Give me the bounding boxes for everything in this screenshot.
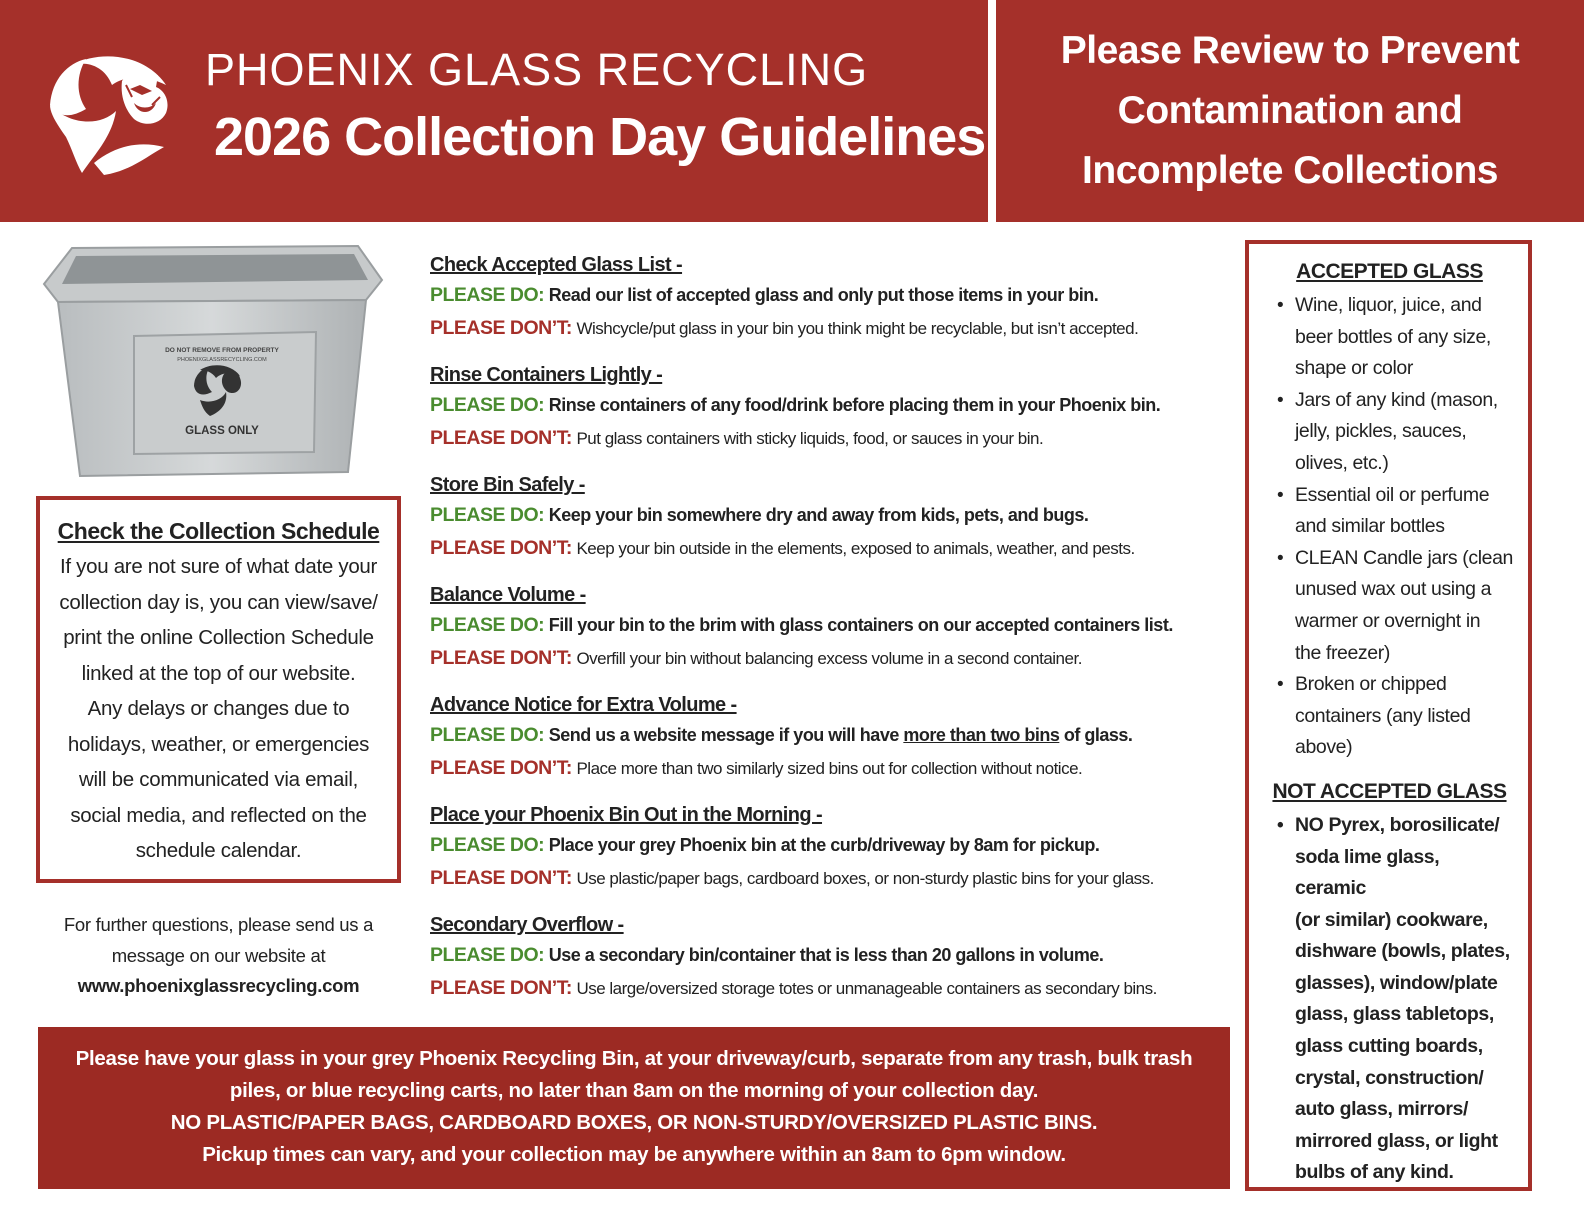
please-do-line — [430, 389, 1240, 422]
please-dont-line — [430, 752, 1240, 785]
please-do-label: PLEASE DO: — [430, 394, 545, 416]
collection-schedule-box — [36, 496, 401, 883]
accepted-glass-list — [1265, 290, 1514, 764]
schedule-description — [50, 549, 387, 869]
schedule-line: holidays, weather, or emergencies — [67, 732, 370, 756]
list-item-line: • Essential oil or perfume — [1295, 483, 1490, 506]
list-item-line: • Broken or chipped — [1295, 673, 1447, 696]
please-do-text: Use a secondary bin/container that is less than 20 gallons in volume. — [548, 945, 1104, 965]
accepted-glass-box — [1245, 240, 1532, 1191]
please-dont-label: PLEASE DON’T: — [430, 427, 572, 449]
bin-label-warning: DO NOT REMOVE FROM PROPERTY — [165, 347, 279, 354]
schedule-line: social media, and reflected on the — [70, 803, 367, 827]
please-do-text: Read our list of accepted glass and only put those items in your bin. — [548, 285, 1099, 305]
list-item-line: • CLEAN Candle jars (clean — [1295, 546, 1514, 569]
banner-line: piles, or blue recycling carts, no later than 8am on the morning of your collection day. — [229, 1079, 1039, 1102]
please-do-line — [430, 719, 1240, 752]
please-dont-text: Keep your bin outside in the elements, exposed to animals, weather, and pests. — [576, 539, 1135, 558]
contact-info — [36, 910, 401, 1002]
list-item-line: and similar bottles — [1295, 515, 1445, 538]
guideline-title: Rinse Containers Lightly - — [430, 364, 663, 386]
please-do-line — [430, 499, 1240, 532]
list-item-line: shape or color — [1295, 357, 1413, 380]
guideline-section — [430, 692, 1240, 802]
recycling-bin-image — [36, 240, 386, 480]
please-do-label: PLEASE DO: — [430, 944, 545, 966]
contact-line: message on our website at — [111, 944, 326, 966]
page-title: 2026 Collection Day Guidelines — [214, 107, 986, 167]
banner-line: Please have your glass in your grey Phoenix Recycling Bin, at your driveway/curb, separate from any trash, bulk trash — [75, 1047, 1193, 1070]
notice-line: Please Review to Prevent — [1060, 29, 1520, 72]
please-dont-line — [430, 312, 1240, 345]
please-dont-line — [430, 642, 1240, 675]
please-do-text: Keep your bin somewhere dry and away from kids, pets, and bugs. — [548, 505, 1089, 525]
review-notice — [996, 0, 1584, 222]
please-dont-label: PLEASE DON’T: — [430, 537, 572, 559]
pickup-requirements-banner — [38, 1027, 1230, 1189]
please-do-text: Place your grey Phoenix bin at the curb/driveway by 8am for pickup. — [548, 835, 1100, 855]
please-dont-label: PLEASE DON’T: — [430, 867, 572, 889]
guideline-title: Check Accepted Glass List - — [430, 254, 683, 276]
please-dont-line — [430, 862, 1240, 895]
banner-line: Pickup times can vary, and your collection may be anywhere within an 8am to 6pm window. — [202, 1143, 1066, 1166]
list-item-line: • Jars of any kind (mason, — [1295, 388, 1498, 411]
list-item-line: containers (any listed — [1295, 704, 1471, 727]
please-do-line — [430, 939, 1240, 972]
guideline-section — [430, 252, 1240, 362]
please-dont-line — [430, 422, 1240, 455]
guideline-section — [430, 582, 1240, 692]
please-dont-text: Overfill your bin without balancing excess volume in a second container. — [576, 649, 1082, 668]
schedule-line: will be communicated via email, — [79, 768, 358, 791]
list-item-line: glass cutting boards, — [1295, 1035, 1483, 1058]
please-do-label: PLEASE DO: — [430, 504, 545, 526]
schedule-line: Any delays or changes due to — [87, 697, 350, 720]
list-item-line: auto glass, mirrors/ — [1295, 1098, 1468, 1121]
please-dont-text: Use plastic/paper bags, cardboard boxes, or non-sturdy plastic bins for your glass. — [576, 869, 1154, 888]
guideline-section — [430, 472, 1240, 582]
header-banner — [0, 0, 988, 222]
guidelines-list — [430, 252, 1240, 1022]
please-dont-label: PLEASE DON’T: — [430, 757, 572, 779]
list-item-line: • Wine, liquor, juice, and — [1295, 294, 1482, 316]
please-do-label: PLEASE DO: — [430, 834, 545, 856]
notice-line: Contamination and — [1117, 89, 1463, 132]
list-item-line: glass, glass tabletops, — [1295, 1003, 1494, 1026]
please-dont-text: Place more than two similarly sized bins out for collection without notice. — [576, 759, 1083, 778]
schedule-title: Check the Collection Schedule — [57, 518, 380, 544]
please-do-line — [430, 829, 1240, 862]
list-item-line: jelly, pickles, sauces, — [1295, 420, 1467, 443]
list-item-line: warmer or overnight in — [1295, 609, 1481, 632]
guideline-title: Advance Notice for Extra Volume - — [430, 694, 737, 716]
schedule-line: If you are not sure of what date your — [59, 555, 378, 578]
list-item-line: bulbs of any kind. — [1295, 1161, 1454, 1184]
please-dont-text: Wishcycle/put glass in your bin you think might be recyclable, but isn’t accepted. — [576, 319, 1139, 338]
schedule-line: schedule calendar. — [135, 839, 302, 862]
please-do-text-start: Send us a website message if you will have — [548, 725, 904, 745]
list-item-line: glasses), window/plate — [1295, 971, 1498, 994]
contact-line: For further questions, please send us a — [63, 914, 374, 935]
please-do-text-emphasis: more than two bins — [903, 725, 1060, 745]
accepted-glass-title: ACCEPTED GLASS — [1296, 260, 1483, 283]
banner-line: NO PLASTIC/PAPER BAGS, CARDBOARD BOXES, OR NON-STURDY/OVERSIZED PLASTIC BINS. — [170, 1111, 1098, 1134]
list-item-line: beer bottles of any size, — [1295, 325, 1491, 348]
list-item — [1265, 810, 1514, 1189]
guideline-title: Balance Volume - — [430, 584, 586, 606]
please-dont-label: PLEASE DON’T: — [430, 647, 572, 669]
please-dont-label: PLEASE DON’T: — [430, 977, 572, 999]
please-do-label: PLEASE DO: — [430, 614, 545, 636]
list-item-line: dishware (bowls, plates, — [1295, 940, 1510, 963]
guideline-title: Store Bin Safely - — [430, 474, 585, 496]
please-do-line — [430, 279, 1240, 312]
schedule-line: print the online Collection Schedule — [63, 626, 374, 649]
list-item — [1265, 480, 1514, 543]
list-item — [1265, 290, 1514, 385]
guideline-section — [430, 362, 1240, 472]
list-item-line: • NO Pyrex, borosilicate/ — [1295, 813, 1500, 836]
notice-line: Incomplete Collections — [1082, 149, 1498, 192]
please-do-text-end: of glass. — [1059, 725, 1133, 745]
list-item-line: soda lime glass, ceramic — [1295, 845, 1440, 900]
list-item-line: the freezer) — [1295, 641, 1390, 664]
schedule-line: collection day is, you can view/save/ — [59, 590, 378, 614]
bin-label-glass-only: GLASS ONLY — [185, 425, 259, 437]
guideline-title: Secondary Overflow - — [430, 914, 624, 936]
list-item-line: (or similar) cookware, — [1295, 908, 1488, 931]
bin-label-url: PHOENIXGLASSRECYCLING.COM — [177, 357, 267, 363]
please-do-label: PLEASE DO: — [430, 724, 545, 746]
not-accepted-glass-title: NOT ACCEPTED GLASS — [1272, 779, 1507, 803]
list-item-line: crystal, construction/ — [1295, 1066, 1484, 1089]
please-dont-text: Put glass containers with sticky liquids, food, or sauces in your bin. — [576, 429, 1044, 448]
guideline-section — [430, 912, 1240, 1022]
guideline-section — [430, 802, 1240, 912]
list-item-line: olives, etc.) — [1295, 451, 1389, 474]
please-do-text: Fill your bin to the brim with glass containers on our accepted containers list. — [548, 615, 1173, 635]
please-do-line — [430, 609, 1240, 642]
guideline-title: Place your Phoenix Bin Out in the Morning - — [430, 804, 823, 826]
please-do-label: PLEASE DO: — [430, 284, 545, 306]
list-item — [1265, 543, 1514, 669]
list-item-line: unused wax out using a — [1295, 578, 1492, 601]
schedule-line: linked at the top of our website. — [81, 661, 356, 685]
not-accepted-glass-list — [1265, 810, 1514, 1189]
please-do-text: Rinse containers of any food/drink before placing them in your Phoenix bin. — [548, 395, 1161, 415]
please-dont-text: Use large/oversized storage totes or unmanageable containers as secondary bins. — [576, 979, 1157, 998]
list-item — [1265, 669, 1514, 764]
please-do-text — [549, 725, 1133, 745]
list-item — [1265, 385, 1514, 480]
phoenix-logo-icon — [42, 45, 178, 181]
please-dont-line — [430, 972, 1240, 1005]
brand-name: PHOENIX GLASS RECYCLING — [205, 44, 869, 95]
website-link[interactable]: www.phoenixglassrecycling.com — [77, 975, 360, 996]
please-dont-line — [430, 532, 1240, 565]
list-item-line: above) — [1295, 736, 1353, 759]
list-item-line: mirrored glass, or light — [1295, 1129, 1498, 1152]
please-dont-label: PLEASE DON’T: — [430, 317, 572, 339]
